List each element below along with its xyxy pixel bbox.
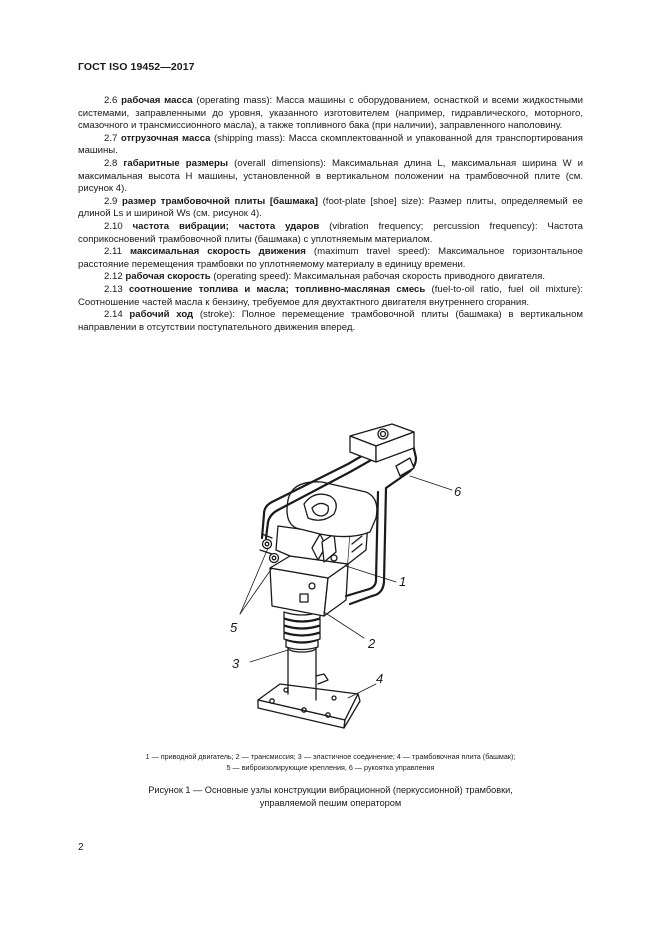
bellows-drawing xyxy=(284,612,320,650)
callout-2: 2 xyxy=(368,636,376,651)
clause-2-11: 2.11 максимальная скорость движения (maximum travel speed): Максимальное горизонтальное расстояние перемещения трамбовки по уплотняемому материалу в единицу времени. xyxy=(78,246,583,270)
clause-2-14: 2.14 рабочий ход (stroke): Полное перемещение трамбовочной плиты (башмака) в вертикальном направлении в отсутствии поступательного движения вперед. xyxy=(78,309,584,333)
clause-term: рабочая скорость xyxy=(125,271,211,283)
clause-term: частота вибрации; частота ударов xyxy=(132,220,320,232)
callout-1: 1 xyxy=(399,574,407,589)
clause-term: размер трамбовочной плиты [башмака] xyxy=(121,195,318,207)
clause-2-9: 2.9 размер трамбовочной плиты [башмака] (foot-plate [shoe] size): Размер плиты, определяемый ее длиной Ls и шириной Ws (см. рисунок 4). xyxy=(78,195,583,220)
clause-term: рабочая масса xyxy=(121,95,193,106)
clause-2-13: 2.13 соотношение топлива и масла; топливно-масляная смесь (fuel-to-oil ratio, fuel oil mixture): Соотношение частей масла к бензину, требуемое для двухтактного двигателя внутреннего сгорания. xyxy=(78,283,583,308)
caption-line-1: Рисунок 1 — Основные узлы конструкции вибрационной (перкуссионной) трамбовки, xyxy=(148,785,513,795)
clause-term: габаритные размеры xyxy=(123,157,229,169)
foot-plate-drawing xyxy=(258,684,360,728)
rammer-illustration xyxy=(200,418,500,748)
control-box-drawing xyxy=(350,424,414,476)
clause-term: максимальная скорость движения xyxy=(130,246,306,258)
clause-term: рабочий ход xyxy=(129,309,194,321)
page-number: 2 xyxy=(78,842,84,853)
clause-2-7: 2.7 отгрузочная масса (shipping mass): Масса скомплектованной и упакованной для транспортирования машины. xyxy=(78,132,583,157)
figure-caption xyxy=(78,784,583,809)
clause-2-10: 2.10 частота вибрации; частота ударов (vibration frequency; percussion frequency): Частота соприкосновений трамбовочной плиты (башмака) с уплотняемым материалом. xyxy=(78,220,583,245)
legend-line-1: 1 — приводной двигатель; 2 — трансмиссия; 3 — эластичное соединение; 4 — трамбовочная плита (башмак); xyxy=(145,752,516,761)
document-header: ГОСТ ISO 19452—2017 xyxy=(78,61,195,73)
rammer-figure xyxy=(200,418,500,748)
clause-term: отгрузочная масса xyxy=(120,132,211,144)
callout-5: 5 xyxy=(230,620,238,635)
callout-6: 6 xyxy=(454,484,462,499)
callout-4: 4 xyxy=(376,671,384,686)
clause-2-6: 2.6 рабочая масса (operating mass): Масса машины с оборудованием, оснасткой и всеми жидкостными системами, заправленными до уровня, указанного изготовителем (например, гидравлического, моторного, смазочного и трансмиссионного масла), а также топливного бака (при наличии), заправленного наполовину. xyxy=(78,95,584,132)
caption-line-2: управляемой пешим оператором xyxy=(259,797,402,808)
clause-term: соотношение топлива и масла; топливно-масляная смесь xyxy=(128,283,426,295)
definitions-section xyxy=(78,95,583,334)
clause-2-8: 2.8 габаритные размеры (overall dimensions): Максимальная длина L, максимальная ширина W и максимальная высота H машины, установленной в вертикальном положении на трамбовочной плите (см. рисунок 4). xyxy=(78,157,583,195)
legend-line-2: 5 — виброизолирующие крепления, 6 — рукоятка управления xyxy=(226,763,435,772)
callout-3: 3 xyxy=(232,656,240,671)
figure-legend xyxy=(78,751,583,773)
fuel-tank-drawing xyxy=(287,482,377,537)
transmission-drawing xyxy=(270,556,348,616)
clause-2-12: 2.12 рабочая скорость (operating speed): Максимальная рабочая скорость приводного двигателя. xyxy=(104,271,545,283)
